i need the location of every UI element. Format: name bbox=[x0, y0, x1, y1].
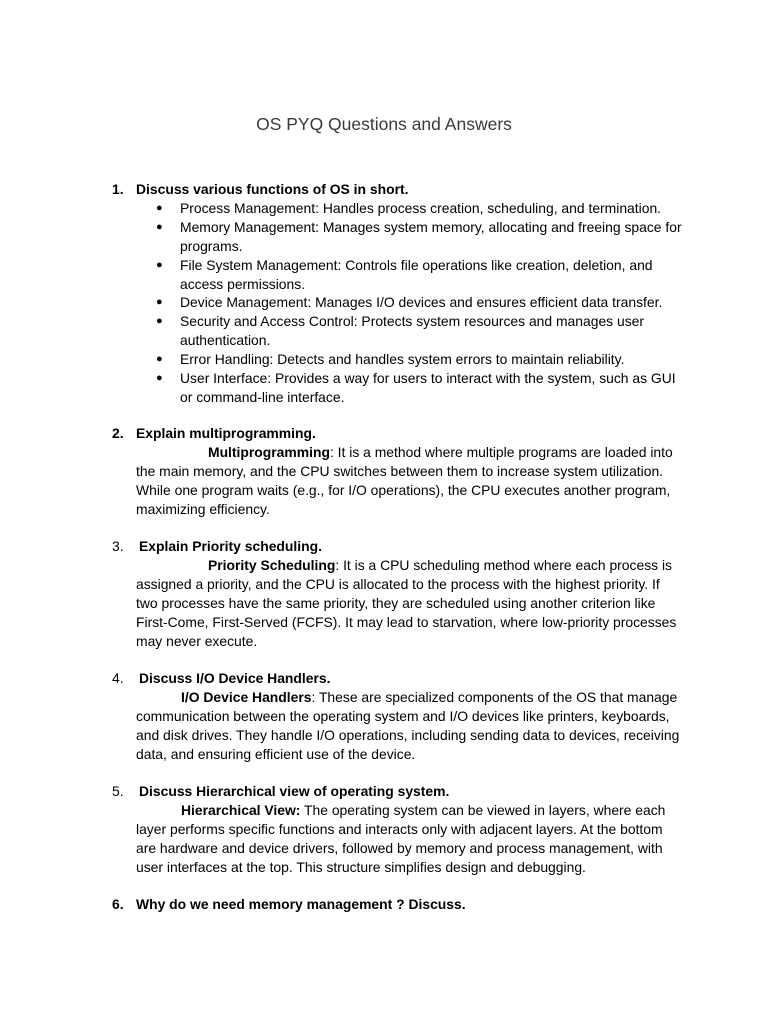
question-heading bbox=[112, 180, 682, 199]
question-2 bbox=[112, 424, 682, 519]
bullet-icon: ● bbox=[156, 258, 163, 271]
question-text: Discuss Hierarchical view of operating system. bbox=[139, 783, 450, 799]
list-item: ● Memory Management: Manages system memory, allocating and freeing space for programs. bbox=[156, 218, 682, 254]
question-heading bbox=[112, 424, 682, 443]
question-heading bbox=[112, 782, 682, 801]
question-text: Why do we need memory management ? Discuss. bbox=[136, 896, 466, 912]
list-item: ● Process Management: Handles process creation, scheduling, and termination. bbox=[156, 199, 662, 216]
question-text: Discuss various functions of OS in short. bbox=[136, 181, 409, 197]
list-item: ● User Interface: Provides a way for users to interact with the system, such as GUI or command-line interface. bbox=[156, 370, 676, 405]
answer-term: Multiprogramming bbox=[208, 443, 330, 460]
question-text: Explain Priority scheduling. bbox=[139, 538, 322, 554]
functions-list bbox=[112, 199, 682, 407]
question-number: 1. bbox=[112, 181, 124, 197]
bullet-icon: ● bbox=[156, 353, 163, 366]
bullet-icon: ● bbox=[156, 220, 163, 233]
answer-paragraph bbox=[112, 443, 682, 519]
question-text: Discuss I/O Device Handlers. bbox=[139, 670, 331, 686]
answer-text: The operating system can be viewed in layers, where each layer performs specific functions and interacts only with adjacent layers. At the bottom are hardware and device drivers, followed by memory and process management, with user interfaces at the top. This structure simplifies design and debugging. bbox=[136, 801, 666, 875]
list-item: ● Security and Access Control: Protects system resources and manages user authentication. bbox=[156, 313, 644, 349]
answer-term: Priority Scheduling bbox=[208, 556, 336, 573]
answer-term: Hierarchical View: bbox=[181, 801, 301, 818]
answer-term: I/O Device Handlers bbox=[181, 688, 312, 705]
list-item: ● File System Management: Controls file operations like creation, deletion, and access permissions. bbox=[156, 256, 653, 292]
answer-paragraph bbox=[112, 556, 682, 651]
question-text: Explain multiprogramming. bbox=[136, 425, 316, 441]
question-heading bbox=[112, 537, 682, 556]
question-heading bbox=[112, 895, 682, 914]
question-number: 5. bbox=[112, 783, 124, 799]
question-number: 6. bbox=[112, 896, 124, 912]
question-3 bbox=[112, 537, 682, 650]
question-5 bbox=[112, 782, 682, 877]
question-number: 3. bbox=[112, 538, 124, 554]
page-title: OS PYQ Questions and Answers bbox=[256, 114, 512, 134]
answer-paragraph bbox=[112, 688, 682, 764]
answer-text: : It is a CPU scheduling method where each process is assigned a priority, and the CPU is allocated to the process with the highest priority. If two processes have the same priority, they are scheduled using another criterion like First-Come, First-Served (FCFS). It may lead to starvation, where low-priority processes may never execute. bbox=[136, 556, 677, 649]
bullet-icon: ● bbox=[156, 201, 163, 214]
list-item: ● Error Handling: Detects and handles system errors to maintain reliability. bbox=[156, 351, 625, 368]
question-heading bbox=[112, 669, 682, 688]
question-number: 4. bbox=[112, 670, 124, 686]
bullet-icon: ● bbox=[156, 372, 163, 385]
question-4 bbox=[112, 669, 682, 764]
question-1 bbox=[112, 180, 682, 407]
bullet-icon: ● bbox=[156, 296, 163, 309]
answer-text: : These are specialized components of the OS that manage communication between the operating system and I/O devices like printers, keyboards, and disk drives. They handle I/O operations, including sending data to devices, receiving data, and ensuring efficient use of the device. bbox=[136, 688, 680, 762]
bullet-icon: ● bbox=[156, 315, 163, 328]
question-number: 2. bbox=[112, 425, 124, 441]
answer-text: : It is a method where multiple programs are loaded into the main memory, and the CPU switches between them to increase system utilization. While one program waits (e.g., for I/O operations), the CPU executes another program, maximizing efficiency. bbox=[136, 443, 673, 517]
question-6 bbox=[112, 895, 682, 914]
answer-paragraph bbox=[112, 801, 682, 877]
list-item: ● Device Management: Manages I/O devices and ensures efficient data transfer. bbox=[156, 294, 663, 311]
